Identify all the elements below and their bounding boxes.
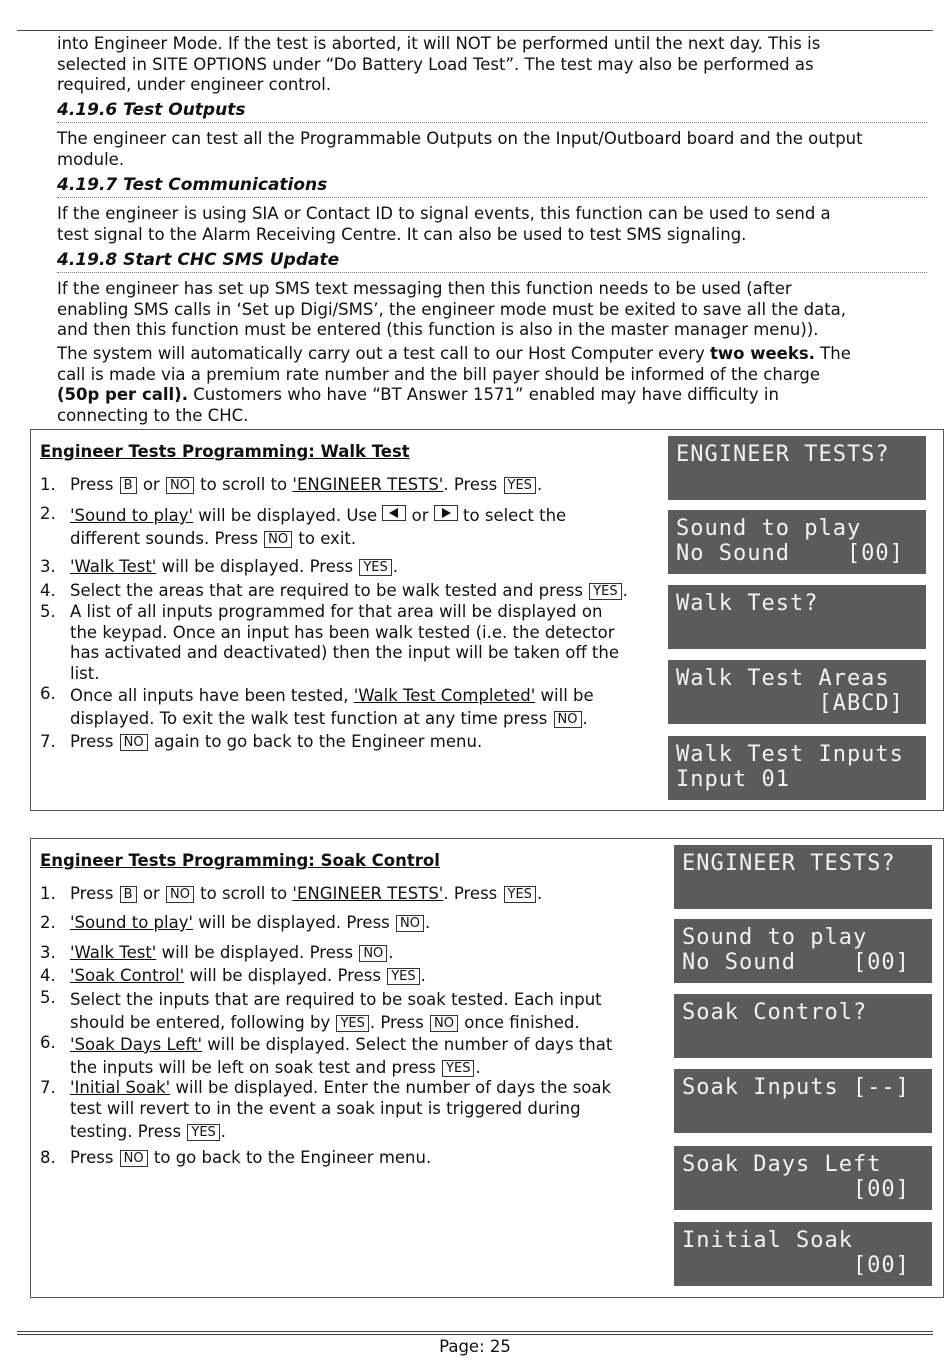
no-key: NO <box>264 531 292 548</box>
lcd-line-1: ENGINEER TESTS? <box>676 442 890 467</box>
step-text <box>70 581 680 602</box>
lcd-line-1: Initial Soak <box>682 1228 853 1253</box>
text-line: the keypad. Once an input has been walk tested (i.e. the detector <box>70 622 615 642</box>
intro-paragraph <box>57 34 917 96</box>
lcd-display <box>674 1146 932 1210</box>
text-line: required, under engineer control. <box>57 75 332 94</box>
yes-key: YES <box>504 886 536 903</box>
step-number: 6. <box>40 1033 56 1052</box>
step-number: 3. <box>40 943 56 962</box>
yes-key: YES <box>589 583 621 600</box>
section-paragraph-test-outputs <box>57 129 917 170</box>
menu-reference: 'Walk Test' <box>70 943 157 962</box>
text-line: call is made via a premium rate number and the bill payer should be informed of the charge <box>57 364 821 384</box>
text: . <box>536 884 543 903</box>
text-line: into Engineer Mode. If the test is aborted, it will NOT be performed until the next day. This is <box>57 34 821 53</box>
bold-text: two weeks. <box>710 344 815 363</box>
text: . <box>220 1122 227 1141</box>
menu-reference: 'Walk Test' <box>70 557 157 576</box>
text: will be <box>535 686 594 705</box>
no-key: NO <box>166 886 194 903</box>
text-line: If the engineer has set up SMS text messaging then this function needs to be used (after <box>57 279 792 298</box>
text: testing. Press <box>70 1122 187 1141</box>
no-key: NO <box>166 477 194 494</box>
step-text <box>70 732 645 753</box>
lcd-line-2: [ABCD] <box>676 691 904 716</box>
text-line: The engineer can test all the Programmable Outputs on the Input/Outboard board and the output <box>57 129 863 148</box>
text: . <box>536 475 543 494</box>
text: or <box>406 506 434 525</box>
step-number: 1. <box>40 884 56 903</box>
text-line <box>70 1078 645 1099</box>
step-number: 5. <box>40 602 56 621</box>
text: will be displayed. Press <box>193 913 396 932</box>
step-number: 4. <box>40 966 56 985</box>
text: . Press <box>443 475 503 494</box>
text: Select the areas that are required to be walk tested and press <box>70 581 589 600</box>
step-number: 6. <box>40 684 56 703</box>
step-text <box>70 1148 645 1169</box>
soak-control-title: Engineer Tests Programming: Soak Control <box>40 851 440 870</box>
lcd-line-1: Sound to play <box>682 925 868 950</box>
text: The <box>814 344 851 363</box>
text: The system will automatically carry out a test call to our Host Computer every <box>57 344 711 363</box>
step-text <box>70 943 645 964</box>
no-key: NO <box>554 711 582 728</box>
step-number: 5. <box>40 988 56 1007</box>
text: will be displayed. Select the number of days that <box>202 1035 613 1054</box>
b-key: B <box>120 477 137 494</box>
text: . <box>582 709 588 728</box>
lcd-display <box>674 919 932 983</box>
step-text <box>70 475 645 496</box>
lcd-display <box>674 1222 932 1286</box>
text: to exit. <box>293 529 357 548</box>
menu-reference: 'Soak Days Left' <box>70 1035 203 1054</box>
text: Customers who have “BT Answer 1571” enabled may have difficulty in <box>187 385 779 404</box>
header-rule <box>17 30 933 31</box>
lcd-line-2: No Sound [00] <box>682 950 910 975</box>
section-paragraph-chc-sms <box>57 279 917 341</box>
text: displayed. To exit the walk test function at any time press <box>70 709 553 728</box>
text: to select the <box>457 506 567 525</box>
text: will be displayed. Press <box>184 966 387 985</box>
step-text <box>70 1078 645 1143</box>
lcd-line-1: Walk Test? <box>676 591 819 616</box>
text: should be entered, following by <box>70 1013 336 1032</box>
footer-rule <box>17 1331 933 1332</box>
b-key: B <box>120 886 137 903</box>
text: . <box>622 581 628 600</box>
step-number: 7. <box>40 732 56 751</box>
text-line: module. <box>57 149 125 169</box>
step-number: 3. <box>40 557 56 576</box>
page-number: Page: 25 <box>439 1337 511 1356</box>
text: Once all inputs have been tested, <box>70 686 354 705</box>
text-line: A list of all inputs programmed for that area will be displayed on <box>70 602 603 621</box>
right-arrow-key-icon <box>434 505 458 521</box>
lcd-display <box>674 1069 932 1133</box>
lcd-line-1: Walk Test Areas <box>676 666 890 691</box>
text-line: test will revert to in the event a soak input is triggered during <box>70 1098 581 1118</box>
text: will be displayed. Press <box>156 557 359 576</box>
lcd-line-2: Input 01 <box>676 767 790 792</box>
step-text <box>70 557 645 578</box>
lcd-display <box>668 585 926 649</box>
text-line: has activated and deactivated) then the input will be taken off the <box>70 643 620 662</box>
text: Press <box>70 732 119 751</box>
text: . <box>424 913 431 932</box>
walk-test-box <box>30 429 944 811</box>
menu-reference: 'Soak Control' <box>70 966 185 985</box>
text-line <box>57 385 917 406</box>
section-heading-test-communications: 4.19.7 Test Communications <box>57 174 927 198</box>
text: or <box>137 475 165 494</box>
lcd-line-1: Walk Test Inputs <box>676 742 904 767</box>
text: Press <box>70 1148 119 1167</box>
yes-key: YES <box>442 1060 474 1077</box>
step-text <box>70 988 645 1034</box>
step-text <box>70 684 645 730</box>
step-text <box>70 884 645 905</box>
lcd-display <box>668 660 926 724</box>
lcd-display <box>668 510 926 574</box>
step-text <box>70 1033 645 1079</box>
text: Select the inputs that are required to be soak tested. Each input <box>70 990 602 1009</box>
menu-reference: 'Sound to play' <box>70 506 194 525</box>
step-text <box>70 966 645 987</box>
walk-test-title: Engineer Tests Programming: Walk Test <box>40 442 410 461</box>
step-number: 4. <box>40 581 56 600</box>
lcd-display <box>674 994 932 1058</box>
text: . <box>388 943 394 962</box>
text: to scroll to <box>194 475 293 494</box>
text: . Press <box>369 1013 430 1032</box>
step-number: 2. <box>40 913 56 932</box>
no-key: NO <box>430 1015 458 1032</box>
step-number: 1. <box>40 475 56 494</box>
text: will be displayed. Press <box>156 943 359 962</box>
menu-reference: 'ENGINEER TESTS' <box>292 475 444 494</box>
text: again to go back to the Engineer menu. <box>148 732 483 751</box>
section-paragraph-test-communications <box>57 204 917 245</box>
soak-control-box <box>30 838 944 1298</box>
text: . <box>475 1058 481 1077</box>
text-line <box>57 344 917 365</box>
text: will be displayed. Use <box>193 506 383 525</box>
no-key: NO <box>120 1150 148 1167</box>
lcd-display <box>668 736 926 800</box>
text: different sounds. Press <box>70 529 264 548</box>
lcd-line-1: Soak Days Left <box>682 1152 882 1177</box>
step-text <box>70 913 645 934</box>
yes-key: YES <box>336 1015 368 1032</box>
menu-reference: 'Walk Test Completed' <box>353 686 536 705</box>
lcd-line-1: ENGINEER TESTS? <box>682 851 896 876</box>
lcd-line-2: [00] <box>682 1177 910 1202</box>
step-text <box>70 504 645 550</box>
yes-key: YES <box>187 1124 219 1141</box>
text: will be displayed. Enter the number of days the soak <box>170 1078 612 1097</box>
footer-rule <box>17 1334 933 1335</box>
bold-text: (50p per call). <box>57 385 188 404</box>
step-number: 8. <box>40 1148 56 1167</box>
yes-key: YES <box>504 477 536 494</box>
yes-key: YES <box>359 559 391 576</box>
section-heading-chc-sms: 4.19.8 Start CHC SMS Update <box>57 249 927 273</box>
step-number: 2. <box>40 504 56 523</box>
yes-key: YES <box>387 968 419 985</box>
text: . <box>392 557 398 576</box>
text: the inputs will be left on soak test and press <box>70 1058 442 1077</box>
no-key: NO <box>120 734 148 751</box>
sms-paragraph <box>57 344 917 426</box>
text: to go back to the Engineer menu. <box>148 1148 432 1167</box>
text-line: and then this function must be entered (this function is also in the master manager menu)). <box>57 320 819 339</box>
text: Press <box>70 884 119 903</box>
menu-reference: 'ENGINEER TESTS' <box>292 884 444 903</box>
text-line: connecting to the CHC. <box>57 405 249 425</box>
text: or <box>137 884 165 903</box>
lcd-display <box>668 436 926 500</box>
text-line: selected in SITE OPTIONS under “Do Battery Load Test”. The test may also be performed as <box>57 54 814 74</box>
lcd-line-1: Sound to play <box>676 516 862 541</box>
text: . Press <box>443 884 503 903</box>
no-key: NO <box>396 915 424 932</box>
section-heading-test-outputs: 4.19.6 Test Outputs <box>57 99 927 123</box>
text-line: enabling SMS calls in ‘Set up Digi/SMS’, the engineer mode must be exited to save all the data, <box>57 299 847 319</box>
menu-reference: 'Initial Soak' <box>70 1078 171 1097</box>
text-line: list. <box>70 663 100 683</box>
menu-reference: 'Sound to play' <box>70 913 194 932</box>
left-arrow-key-icon <box>382 505 406 521</box>
text-line: test signal to the Alarm Receiving Centre. It can also be used to test SMS signaling. <box>57 224 747 244</box>
text: to scroll to <box>194 884 293 903</box>
lcd-line-2: [00] <box>682 1253 910 1278</box>
step-text <box>70 602 645 684</box>
lcd-line-2: No Sound [00] <box>676 541 904 566</box>
text: once finished. <box>459 1013 580 1032</box>
lcd-display <box>674 845 932 909</box>
text-line <box>70 1122 645 1143</box>
step-number: 7. <box>40 1078 56 1097</box>
no-key: NO <box>359 945 387 962</box>
text-line: If the engineer is using SIA or Contact ID to signal events, this function can be used to send a <box>57 204 831 223</box>
text: Press <box>70 475 119 494</box>
text: . <box>420 966 426 985</box>
lcd-line-1: Soak Inputs [--] <box>682 1075 910 1100</box>
lcd-line-1: Soak Control? <box>682 1000 868 1025</box>
